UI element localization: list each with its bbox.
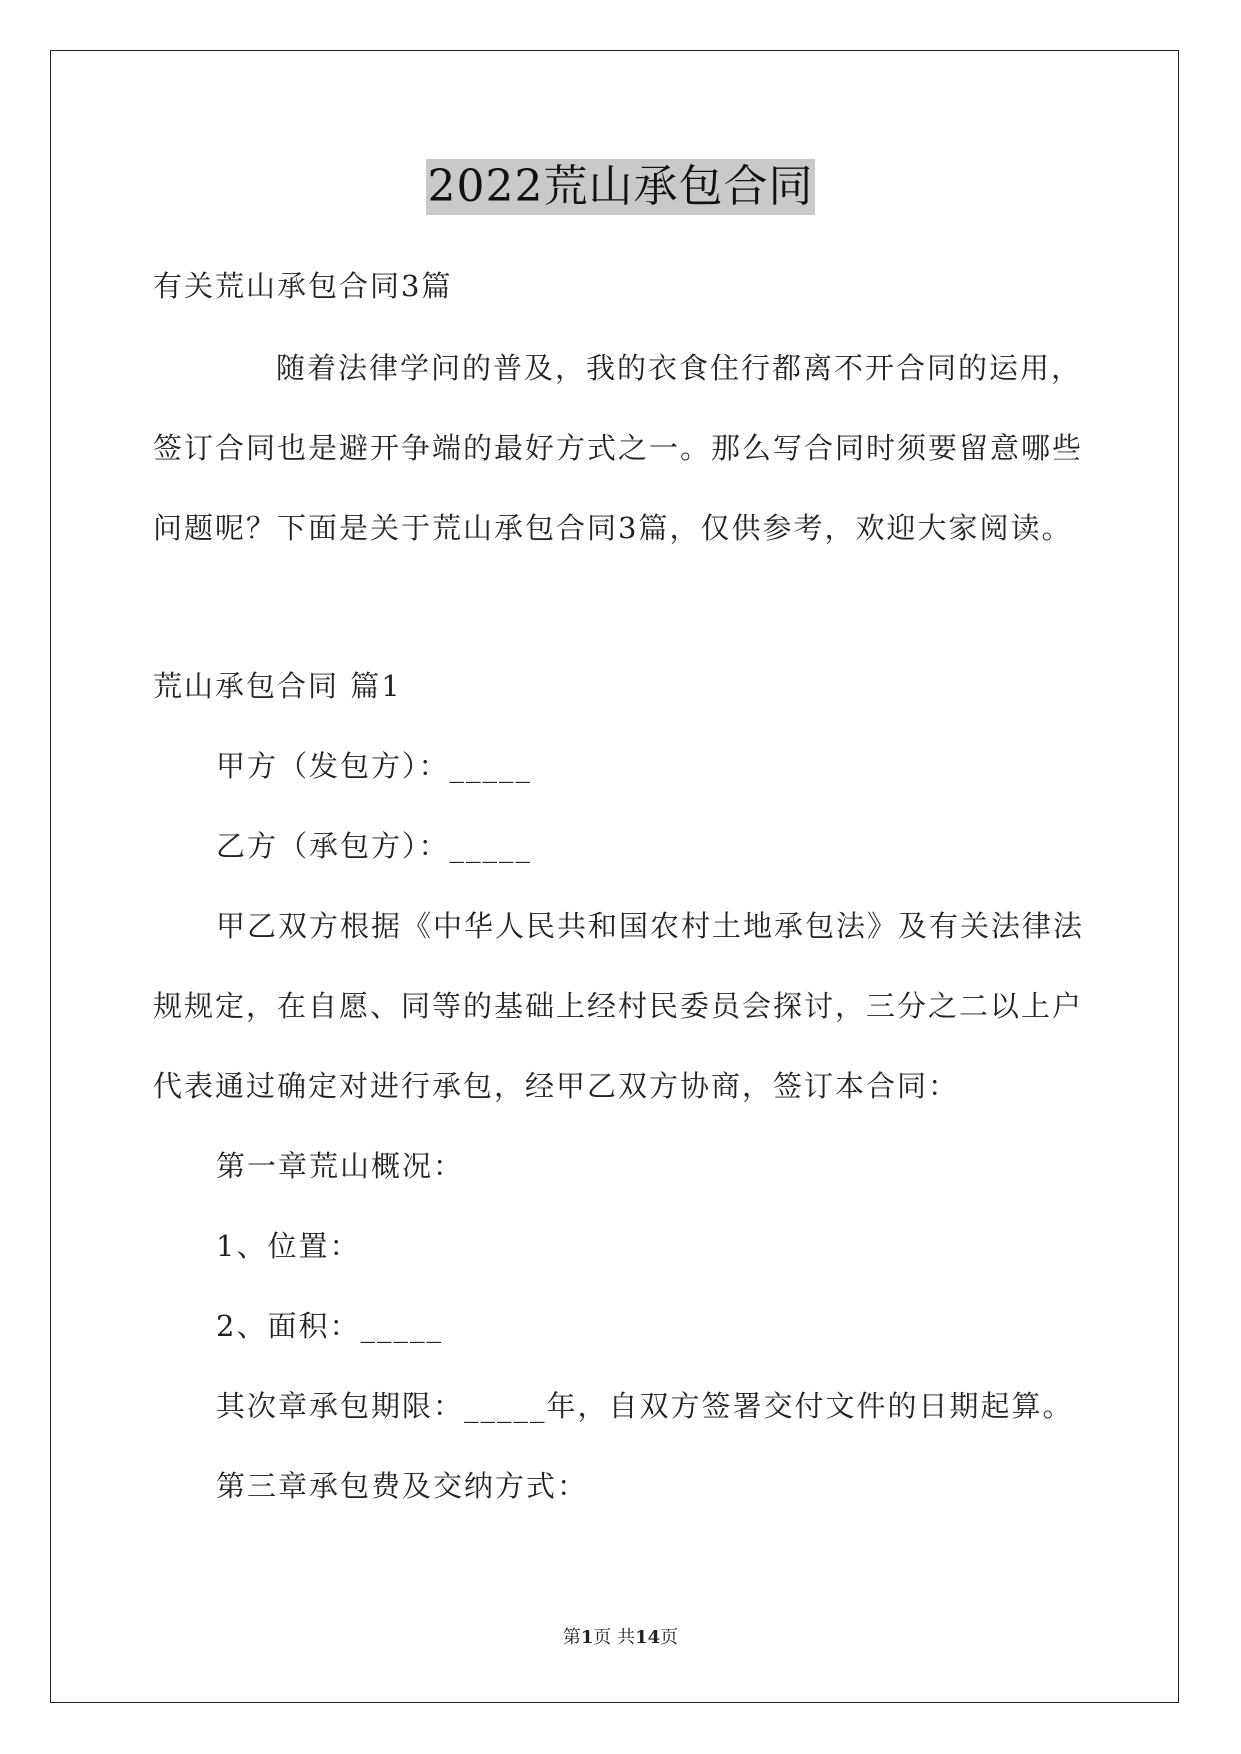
footer-prefix: 第 — [562, 1627, 581, 1648]
page-footer — [0, 1626, 1241, 1650]
intro-line-2: 签订合同也是避开争端的最好方式之一。那么写合同时须要留意哪些 — [153, 431, 1084, 465]
area-line: 2、面积：_____ — [216, 1309, 443, 1343]
title-container — [0, 159, 1241, 215]
document-subtitle: 有关荒山承包合同3篇 — [153, 269, 453, 303]
party-a-line: 甲方（发包方）：_____ — [216, 749, 533, 783]
document-title: 2022荒山承包合同 — [426, 159, 816, 215]
section-heading: 荒山承包合同 篇1 — [153, 669, 402, 703]
current-page-number: 1 — [580, 1627, 594, 1648]
total-pages-number: 14 — [635, 1627, 661, 1648]
footer-suffix: 页 — [660, 1627, 679, 1648]
footer-mid: 页 共 — [593, 1627, 636, 1648]
chapter-3-heading: 第三章承包费及交纳方式： — [216, 1469, 589, 1503]
body-line-3: 代表通过确定对进行承包，经甲乙双方协商，签订本合同： — [153, 1069, 960, 1103]
body-line-2: 规规定，在自愿、同等的基础上经村民委员会探讨，三分之二以上户 — [153, 989, 1084, 1023]
chapter-2-line: 其次章承包期限：_____年，自双方签署交付文件的日期起算。 — [216, 1389, 1074, 1423]
body-line-1: 甲乙双方根据《中华人民共和国农村土地承包法》及有关法律法 — [216, 909, 1085, 943]
intro-line-1: 随着法律学问的普及，我的衣食住行都离不开合同的运用， — [276, 351, 1083, 385]
party-b-line: 乙方（承包方）：_____ — [216, 829, 533, 863]
location-line: 1、位置： — [216, 1229, 361, 1263]
intro-line-3: 问题呢？下面是关于荒山承包合同3篇，仅供参考，欢迎大家阅读。 — [153, 511, 1073, 545]
chapter-1-heading: 第一章荒山概况： — [216, 1149, 465, 1183]
